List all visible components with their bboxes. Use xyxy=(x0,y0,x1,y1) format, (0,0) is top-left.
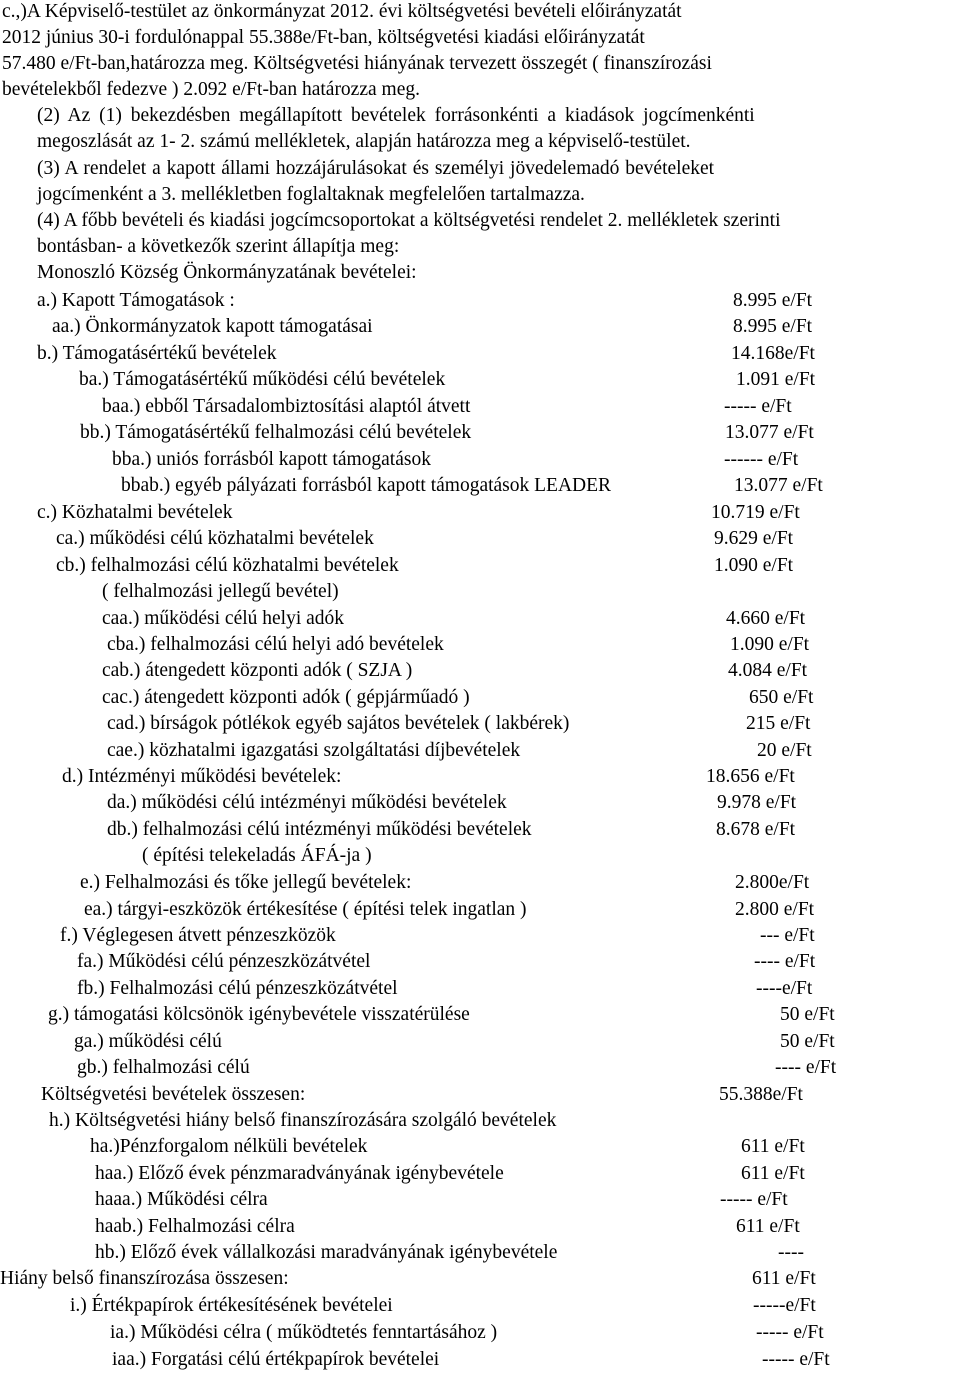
revenue-row xyxy=(0,553,960,579)
intro-line-1: c.,)A Képviselő-testület az önkormányzat 2012. évi költségvetési bevételi előirányzatát xyxy=(2,1,682,22)
revenue-row-label: ( építési telekeladás ÁFÁ-ja ) xyxy=(142,845,372,866)
revenue-row-label: caa.) működési célú helyi adók xyxy=(102,608,345,629)
revenue-row-label: f.) Véglegesen átvett pénzeszközök xyxy=(60,925,336,946)
intro-line-2: 2012 június 30-i fordulónappal 55.388e/Ft-ban, költségvetési kiadási előirányzatát xyxy=(2,27,645,48)
revenue-row-label: fa.) Működési célú pénzeszközátvétel xyxy=(77,951,371,972)
revenue-row-label: db.) felhalmozási célú intézményi működési bevételek xyxy=(107,819,532,840)
revenue-row-label: ga.) működési célú xyxy=(74,1031,222,1052)
revenue-row-amount: ---- e/Ft xyxy=(775,1057,837,1078)
revenue-row-amount: 8.995 e/Ft xyxy=(733,316,813,337)
revenue-row xyxy=(0,711,960,737)
revenue-row-amount: ----e/Ft xyxy=(756,978,813,999)
revenue-row-amount: 13.077 e/Ft xyxy=(734,475,823,496)
para4-line-1: (4) A főbb bevételi és kiadási jogcímcsoportokat a költségvetési rendelet 2. mellékletek szerinti xyxy=(37,210,781,231)
revenue-row-amount: 50 e/Ft xyxy=(780,1031,835,1052)
revenue-row-amount: 13.077 e/Ft xyxy=(725,422,814,443)
revenue-row-label: haab.) Felhalmozási célra xyxy=(95,1216,295,1237)
revenue-row-amount: 1.090 e/Ft xyxy=(730,634,810,655)
revenue-row-amount: 2.800e/Ft xyxy=(735,872,810,893)
revenue-row-label: cad.) bírságok pótlékok egyéb sajátos bevételek ( lakbérek) xyxy=(107,713,570,734)
revenue-row xyxy=(0,1293,960,1319)
revenue-row xyxy=(0,949,960,975)
revenue-row xyxy=(0,367,960,393)
revenue-row-label: baa.) ebből Társadalombiztosítási alaptól átvett xyxy=(102,396,471,417)
revenue-row xyxy=(0,500,960,526)
revenue-row-amount: 9.629 e/Ft xyxy=(714,528,794,549)
revenue-row-label: ha.)Pénzforgalom nélküli bevételek xyxy=(90,1136,368,1157)
revenue-row-amount: 1.090 e/Ft xyxy=(714,555,794,576)
revenue-row xyxy=(0,420,960,446)
revenue-row-label: aa.) Önkormányzatok kapott támogatásai xyxy=(52,316,373,337)
revenue-row-amount: ------ e/Ft xyxy=(724,449,799,470)
revenue-row-label: c.) Közhatalmi bevételek xyxy=(37,502,233,523)
revenue-row-label: ea.) tárgyi-eszközök értékesítése ( építési telek ingatlan ) xyxy=(84,899,527,920)
revenue-row-amount: 4.084 e/Ft xyxy=(728,660,808,681)
revenue-row xyxy=(0,923,960,949)
revenue-row-label: gb.) felhalmozási célú xyxy=(77,1057,250,1078)
revenue-row xyxy=(0,1029,960,1055)
revenue-row-label: ba.) Támogatásértékű működési célú bevételek xyxy=(79,369,446,390)
revenue-row-label: cae.) közhatalmi igazgatási szolgáltatási díjbevételek xyxy=(107,740,521,761)
revenue-row-amount: 4.660 e/Ft xyxy=(726,608,806,629)
revenue-row xyxy=(0,738,960,764)
revenue-row xyxy=(0,447,960,473)
revenue-row-amount: 20 e/Ft xyxy=(757,740,812,761)
revenue-row xyxy=(0,685,960,711)
revenue-row xyxy=(0,764,960,790)
revenue-row-amount: 8.995 e/Ft xyxy=(733,290,813,311)
revenue-row-amount: 8.678 e/Ft xyxy=(716,819,796,840)
revenue-row xyxy=(0,632,960,658)
revenue-row-amount: ----- e/Ft xyxy=(762,1349,830,1370)
revenue-row xyxy=(0,1134,960,1160)
revenue-row-amount: 10.719 e/Ft xyxy=(711,502,800,523)
revenue-row xyxy=(0,843,960,869)
revenue-row xyxy=(0,314,960,340)
revenue-row-amount: ---- xyxy=(778,1242,804,1263)
revenue-row xyxy=(0,1082,960,1108)
revenue-row-label: cab.) átengedett központi adók ( SZJA ) xyxy=(102,660,413,681)
revenue-row xyxy=(0,1055,960,1081)
revenue-row-amount: 18.656 e/Ft xyxy=(706,766,795,787)
para3-line-1: (3) A rendelet a kapott állami hozzájárulásokat és személyi jövedelemadó bevételeket xyxy=(37,158,715,179)
revenue-row xyxy=(0,1240,960,1266)
revenue-row-label: cac.) átengedett központi adók ( gépjárműadó ) xyxy=(102,687,470,708)
revenue-row-label: bba.) uniós forrásból kapott támogatások xyxy=(112,449,431,470)
revenue-row xyxy=(0,473,960,499)
revenue-row-label: cb.) felhalmozási célú közhatalmi bevételek xyxy=(56,555,399,576)
revenue-row-label: bb.) Támogatásértékű felhalmozási célú bevételek xyxy=(80,422,472,443)
revenue-row-amount: 14.168e/Ft xyxy=(731,343,815,364)
revenue-row-label: g.) támogatási kölcsönök igénybevétele visszatérülése xyxy=(48,1004,470,1025)
revenue-row xyxy=(0,1266,960,1292)
revenue-row xyxy=(0,817,960,843)
revenue-row-amount: 55.388e/Ft xyxy=(719,1084,803,1105)
para4-line-2: bontásban- a következők szerint állapítja meg: xyxy=(37,236,400,257)
revenue-row-amount: 611 e/Ft xyxy=(741,1163,805,1184)
revenue-row-label: fb.) Felhalmozási célú pénzeszközátvétel xyxy=(77,978,398,999)
revenue-row-amount: 611 e/Ft xyxy=(736,1216,800,1237)
revenue-row xyxy=(0,870,960,896)
revenue-row xyxy=(0,976,960,1002)
revenue-row-label: Költségvetési bevételek összesen: xyxy=(41,1084,306,1105)
revenue-row xyxy=(0,526,960,552)
revenue-row-label: ia.) Működési célra ( működtetés fenntartásához ) xyxy=(110,1322,498,1343)
para3-line-2: jogcímenként a 3. mellékletben foglaltaknak megfelelően tartalmazza. xyxy=(37,184,585,205)
revenue-row-amount: 611 e/Ft xyxy=(741,1136,805,1157)
revenue-row-amount: 611 e/Ft xyxy=(752,1268,816,1289)
revenue-row xyxy=(0,1347,960,1373)
revenue-row-label: e.) Felhalmozási és tőke jellegű bevételek: xyxy=(80,872,412,893)
revenue-row-label: da.) működési célú intézményi működési bevételek xyxy=(107,792,507,813)
revenue-row-amount: ----- e/Ft xyxy=(756,1322,824,1343)
revenue-row xyxy=(0,1161,960,1187)
revenue-row xyxy=(0,341,960,367)
revenue-row-amount: ---- e/Ft xyxy=(754,951,816,972)
revenue-row-label: b.) Támogatásértékű bevételek xyxy=(37,343,277,364)
revenue-row xyxy=(0,1187,960,1213)
revenue-row-amount: 9.978 e/Ft xyxy=(717,792,797,813)
revenue-row-amount: --- e/Ft xyxy=(760,925,815,946)
revenue-row xyxy=(0,897,960,923)
revenue-row-amount: 650 e/Ft xyxy=(749,687,814,708)
revenue-row-amount: ----- e/Ft xyxy=(720,1189,788,1210)
revenue-row-label: haaa.) Működési célra xyxy=(95,1189,268,1210)
revenue-row-amount: 2.800 e/Ft xyxy=(735,899,815,920)
revenue-row-amount: 215 e/Ft xyxy=(746,713,811,734)
para2-line-1: (2) Az (1) bekezdésben megállapított bevételek forrásonkénti a kiadások jogcímenkénti xyxy=(37,105,755,126)
section-heading: Monoszló Község Önkormányzatának bevételei: xyxy=(37,262,417,283)
revenue-row-amount: -----e/Ft xyxy=(753,1295,816,1316)
revenue-row-amount: 1.091 e/Ft xyxy=(736,369,816,390)
revenue-row-amount: ----- e/Ft xyxy=(724,396,792,417)
revenue-row xyxy=(0,1002,960,1028)
revenue-row xyxy=(0,658,960,684)
revenue-row-label: i.) Értékpapírok értékesítésének bevételei xyxy=(70,1295,393,1316)
revenue-row-amount: 50 e/Ft xyxy=(780,1004,835,1025)
revenue-row xyxy=(0,579,960,605)
revenue-row-label: a.) Kapott Támogatások : xyxy=(37,290,235,311)
revenue-row xyxy=(0,1108,960,1134)
revenue-row-label: bbab.) egyéb pályázati forrásból kapott támogatások LEADER xyxy=(121,475,612,496)
revenue-row-label: iaa.) Forgatási célú értékpapírok bevételei xyxy=(112,1349,440,1370)
revenue-row-label: ( felhalmozási jellegű bevétel) xyxy=(102,581,339,602)
revenue-row-label: haa.) Előző évek pénzmaradványának igénybevétele xyxy=(95,1163,504,1184)
intro-line-4: bevételekből fedezve ) 2.092 e/Ft-ban határozza meg. xyxy=(2,79,420,100)
revenue-row-label: ca.) működési célú közhatalmi bevételek xyxy=(56,528,374,549)
intro-line-3: 57.480 e/Ft-ban,határozza meg. Költségvetési hiányának tervezett összegét ( finanszírozási xyxy=(2,53,712,74)
revenue-row xyxy=(0,288,960,314)
revenue-row xyxy=(0,790,960,816)
revenue-row xyxy=(0,394,960,420)
revenue-row xyxy=(0,1214,960,1240)
revenue-row xyxy=(0,606,960,632)
revenue-row xyxy=(0,1320,960,1346)
revenue-row-label: Hiány belső finanszírozása összesen: xyxy=(0,1268,289,1289)
revenue-row-label: d.) Intézményi működési bevételek: xyxy=(62,766,342,787)
revenue-row-label: h.) Költségvetési hiány belső finanszírozására szolgáló bevételek xyxy=(49,1110,557,1131)
revenue-row-label: hb.) Előző évek vállalkozási maradványának igénybevétele xyxy=(95,1242,558,1263)
para2-line-2: megoszlását az 1- 2. számú mellékletek, alapján határozza meg a képviselő-testület. xyxy=(37,131,691,152)
revenue-row-label: cba.) felhalmozási célú helyi adó bevételek xyxy=(107,634,444,655)
